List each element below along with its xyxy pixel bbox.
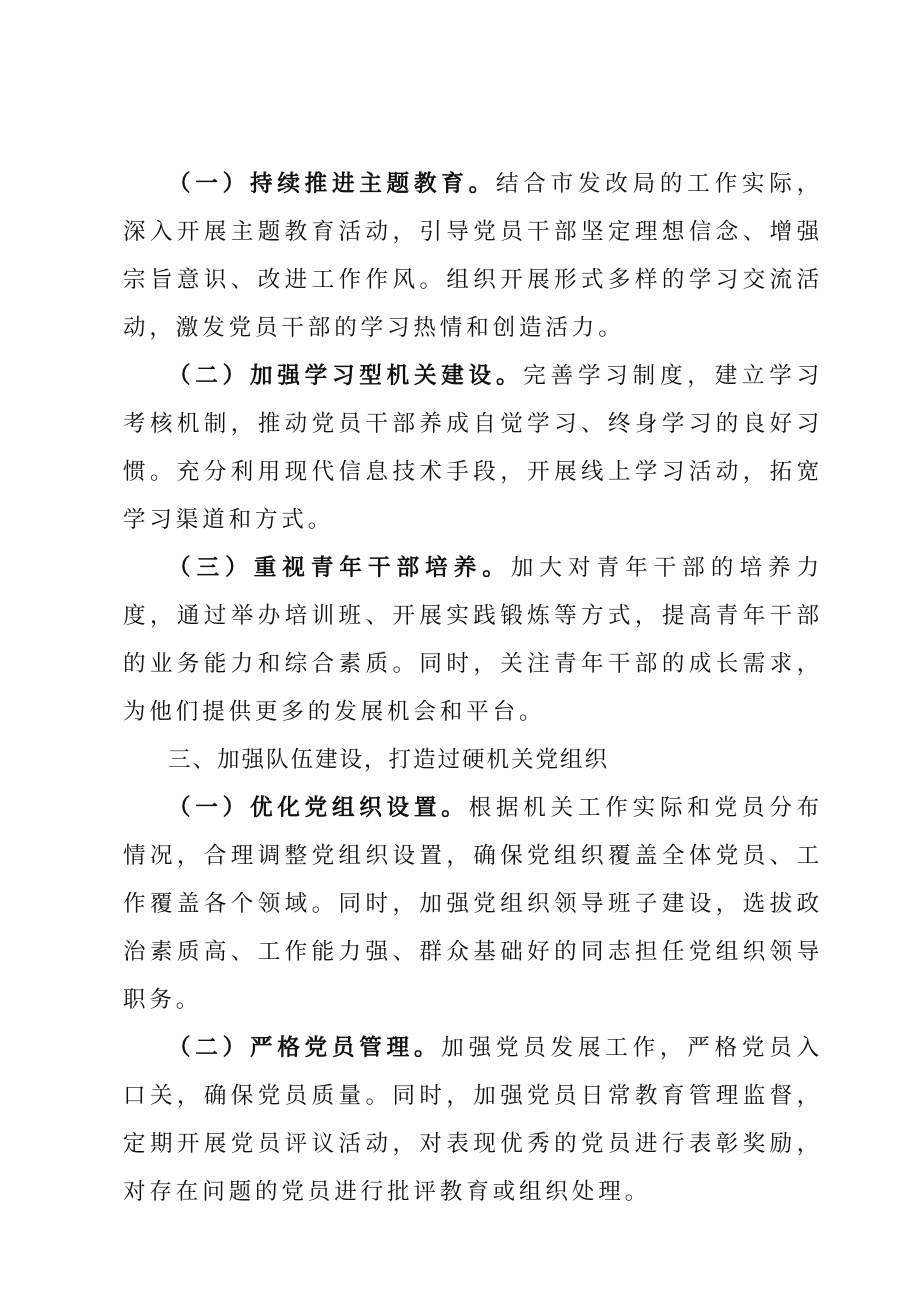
paragraph-heading: （二）严格党员管理。 (168, 1035, 442, 1061)
paragraph-heading: （一）持续推进主题教育。 (168, 171, 496, 197)
paragraph-text: 加大对青年干部的培养力度，通过举办培训班、开展实践锻炼等方式，提高青年干部的业务能力和综合素质。同时，关注青年干部的成长需求，为他们提供更多的发展机会和平台。 (123, 555, 823, 725)
paragraph-learning-organ-building (123, 352, 823, 544)
document-body (123, 160, 823, 1216)
paragraph-heading: （一）优化党组织设置。 (168, 795, 469, 821)
paragraph-text: 结合市发改局的工作实际，深入开展主题教育活动，引导党员干部坚定理想信念、增强宗旨意识、改进工作作风。组织开展形式多样的学习交流活动，激发党员干部的学习热情和创造活力。 (123, 171, 823, 341)
paragraph-text: 根据机关工作实际和党员分布情况，合理调整党组织设置，确保党组织覆盖全体党员、工作覆盖各个领域。同时，加强党组织领导班子建设，选拔政治素质高、工作能力强、群众基础好的同志担任党组织领导职务。 (123, 795, 824, 1013)
paragraph-heading: （三）重视青年干部培养。 (168, 555, 511, 581)
paragraph-continue-theme-education (123, 160, 823, 352)
paragraph-text: 加强党员发展工作，严格党员入口关，确保党员质量。同时，加强党员日常教育管理监督，定期开展党员评议活动，对表现优秀的党员进行表彰奖励，对存在问题的党员进行批评教育或组织处理。 (123, 1035, 823, 1205)
paragraph-optimize-party-organization (123, 784, 823, 1024)
paragraph-young-cadre-training (123, 544, 823, 736)
paragraph-strict-member-management (123, 1024, 823, 1216)
section-three-title: 三、加强队伍建设，打造过硬机关党组织 (168, 747, 610, 773)
paragraph-text: 完善学习制度，建立学习考核机制，推动党员干部养成自觉学习、终身学习的良好习惯。充分利用现代信息技术手段，开展线上学习活动，拓宽学习渠道和方式。 (123, 363, 823, 533)
paragraph-heading: （二）加强学习型机关建设。 (168, 363, 524, 389)
